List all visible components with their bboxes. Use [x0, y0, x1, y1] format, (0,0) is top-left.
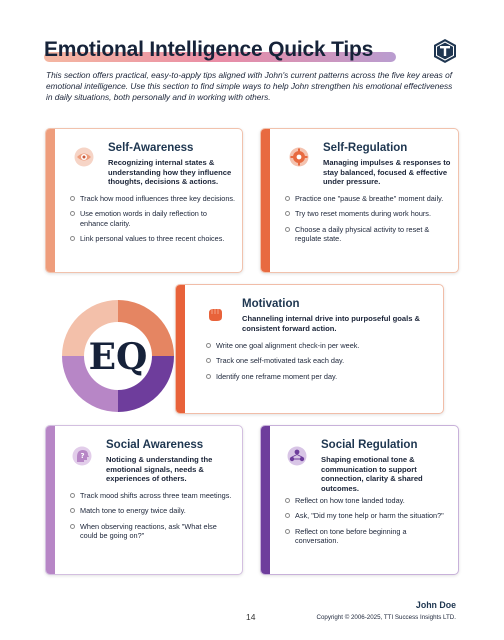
bullet-icon [285, 211, 290, 216]
bullet-icon [206, 374, 211, 379]
card-title: Self-Awareness [108, 142, 194, 154]
copyright-notice: Copyright © 2006-2025, TTI Success Insights LTD. [316, 614, 456, 621]
tips-list [285, 496, 451, 551]
card-subtitle: Channeling internal drive into purposeful goals & consistent forward action. [242, 314, 421, 333]
svg-text:?: ? [80, 452, 85, 460]
bullet-icon [206, 343, 211, 348]
card-title: Motivation [242, 298, 300, 310]
list-item: Track mood shifts across three team meetings. [70, 491, 236, 500]
card-title: Social Regulation [321, 439, 418, 451]
tips-list [206, 341, 436, 387]
card-subtitle: Noticing & understanding the emotional signals, needs & experiences of others. [106, 455, 213, 483]
card-self-regulation [260, 128, 459, 273]
bullet-icon [70, 196, 75, 201]
list-item: Match tone to energy twice daily. [70, 506, 236, 515]
card-accent [261, 129, 270, 272]
list-item: When observing reactions, ask "What else could be going on?" [70, 522, 236, 541]
eye-brain-icon [74, 147, 94, 167]
card-subtitle: Managing impulses & responses to stay balanced, focused & effective under pressure. [323, 158, 451, 186]
bullet-icon [285, 513, 290, 518]
bullet-icon [70, 524, 75, 529]
list-item: Write one goal alignment check-in per week. [206, 341, 436, 350]
bullet-icon [70, 508, 75, 513]
list-item: Track how mood influences three key decisions. [70, 194, 236, 203]
tips-list [70, 491, 236, 546]
eq-badge [58, 296, 178, 416]
card-title: Social Awareness [106, 439, 204, 451]
bullet-icon [70, 493, 75, 498]
bullet-icon [285, 498, 290, 503]
card-subtitle: Recognizing internal states & understanding how they influence thoughts, decisions & actions. [108, 158, 232, 186]
list-item: Ask, "Did my tone help or harm the situation?" [285, 511, 451, 520]
tips-list [70, 194, 236, 249]
list-item: Choose a daily physical activity to reset & regulate state. [285, 225, 451, 244]
report-owner-name: John Doe [415, 600, 456, 610]
list-item: Reflect on tone before beginning a conversation. [285, 527, 451, 546]
list-item: Practice one "pause & breathe" moment daily. [285, 194, 451, 203]
bullet-icon [70, 211, 75, 216]
card-accent [46, 129, 55, 272]
list-item: Track one self-motivated task each day. [206, 356, 436, 365]
tti-logo-icon [432, 38, 458, 64]
gear-head-icon [289, 147, 309, 167]
bullet-icon [70, 236, 75, 241]
list-item: Use emotion words in daily reflection to enhance clarity. [70, 209, 236, 228]
list-item: Link personal values to three recent choices. [70, 234, 236, 243]
bullet-icon [285, 196, 290, 201]
card-social-regulation [260, 425, 459, 575]
card-self-awareness [45, 128, 243, 273]
tips-list [285, 194, 451, 249]
card-accent [46, 426, 55, 574]
head-question-icon [72, 446, 92, 466]
bullet-icon [285, 529, 290, 534]
card-title: Self-Regulation [323, 142, 408, 154]
page-title: Emotional Intelligence Quick Tips [44, 38, 374, 61]
card-social-awareness [45, 425, 243, 575]
bullet-icon [285, 227, 290, 232]
intro-paragraph: This section offers practical, easy-to-apply tips aligned with John's current patterns across the five key areas of emotional intelligence. Use this section to find simple ways to help John strengthen his emotional effectiveness in daily situations, both personally and in working with others. [46, 70, 453, 102]
eq-label: EQ [88, 336, 148, 378]
people-network-icon [287, 446, 307, 466]
card-accent [176, 285, 185, 413]
page-number: 14 [246, 612, 256, 622]
card-accent [261, 426, 270, 574]
card-subtitle: Shaping emotional tone & communication to support connection, clarity & shared outcomes. [321, 455, 423, 493]
list-item: Reflect on how tone landed today. [285, 496, 451, 505]
bullet-icon [206, 358, 211, 363]
fist-icon [205, 305, 225, 325]
card-motivation [175, 284, 444, 414]
title-block [44, 38, 400, 66]
list-item: Try two reset moments during work hours. [285, 209, 451, 218]
list-item: Identify one reframe moment per day. [206, 372, 436, 381]
